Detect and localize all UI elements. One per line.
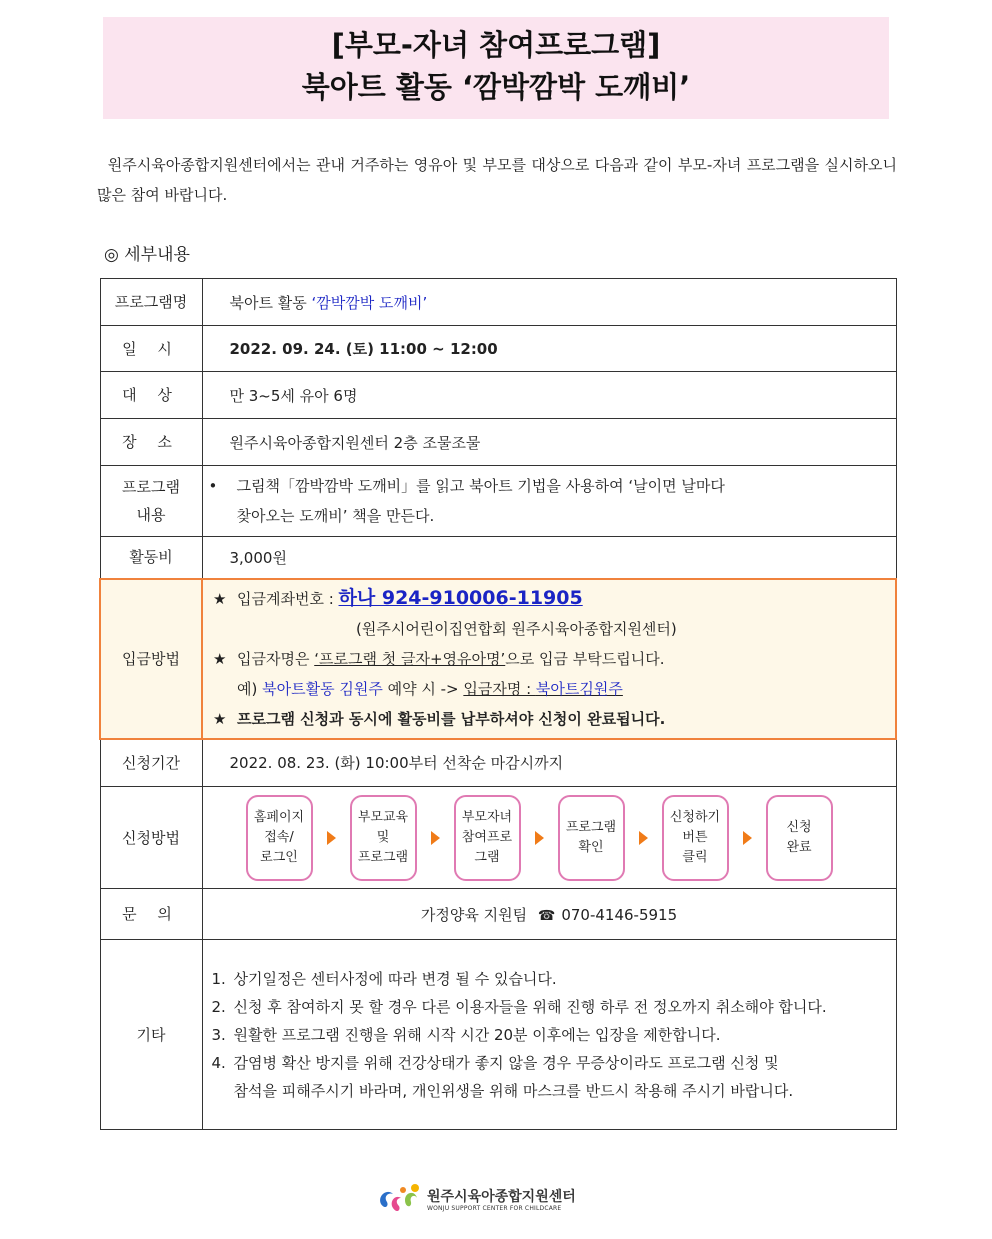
flow-arrow-icon (327, 831, 336, 845)
flow-step (558, 795, 625, 881)
value-period: 2022. 08. 23. (화) 10:00부터 선착순 마감시까지 (202, 739, 896, 787)
flow-step-label: 로그인 (260, 849, 298, 865)
flow-arrow-icon (743, 831, 752, 845)
label-misc: 기타 (100, 940, 202, 1130)
payment-notice: ★ 프로그램 신청과 동시에 활동비를 납부하셔야 신청이 완료됩니다. (203, 704, 895, 734)
flow-step-label: 참여프로 (461, 829, 513, 845)
value-program-name (202, 279, 896, 326)
note-number: 4. (211, 1053, 226, 1072)
note-text: 상기일정은 센터사정에 따라 변경 될 수 있습니다. (233, 969, 557, 988)
flow-step-label: 부모자녀 (461, 809, 513, 825)
star-icon: ★ (213, 650, 227, 668)
flow-arrow-icon (639, 831, 648, 845)
label-method: 신청방법 (100, 787, 202, 889)
star-icon: ★ (213, 710, 227, 728)
label-period: 신청기간 (100, 739, 202, 787)
note-text: 원활한 프로그램 진행을 위해 시작 시간 20분 이후에는 입장을 제한합니다. (233, 1025, 721, 1044)
row-content (100, 466, 896, 537)
title-banner (103, 17, 889, 119)
bullet-mark: • (208, 477, 218, 495)
label-content: 프로그램 내용 (100, 466, 202, 537)
row-method (100, 787, 896, 889)
flow-step (246, 795, 313, 881)
depositor-format: ‘프로그램 첫 글자+영유아명’ (314, 650, 506, 668)
label-payment: 입금방법 (100, 579, 202, 739)
flow-step-label: 신청하기 (669, 809, 721, 825)
flow-step (350, 795, 417, 881)
label-fee: 활동비 (100, 537, 202, 579)
value-place: 원주시육아종합지원센터 2층 조물조물 (202, 419, 896, 466)
note-item (212, 1049, 896, 1077)
inquiry-phone: 070-4146-5915 (561, 905, 678, 924)
row-date (100, 326, 896, 372)
flow-step-label: 부모교육 (357, 809, 409, 825)
example-line: 예) 북아트활동 김원주 예약 시 -> 입금자명 : 북아트김원주 (237, 680, 623, 698)
content-line1: 그림책「깜박깜박 도깨비」를 읽고 북아트 기법을 사용하여 ‘날이면 날마다 (236, 477, 725, 495)
row-period (100, 739, 896, 787)
note-text: 감염병 확산 방지를 위해 건강상태가 좋지 않을 경우 무증상이라도 프로그램 신청 및 (233, 1053, 779, 1072)
flow-step-label: 및 (376, 829, 390, 845)
note-item (212, 993, 896, 1021)
value-method (202, 787, 896, 889)
flow-step-label: 완료 (786, 839, 812, 855)
note-number: 1. (211, 969, 226, 988)
row-inquiry (100, 889, 896, 940)
section-heading: ◎ 세부내용 (104, 245, 190, 265)
flow-step-label: 접속/ (264, 829, 294, 845)
flow-step-label: 확인 (578, 839, 604, 855)
flow-step-label: 버튼 (682, 829, 708, 845)
inquiry-team: 가정양육 지원팀 (420, 905, 528, 924)
flow-step (766, 795, 833, 881)
row-payment (100, 579, 896, 739)
details-table (99, 278, 897, 1130)
row-misc (100, 940, 896, 1130)
depositor-line: ★ 입금자명은 ‘프로그램 첫 글자+영유아명’으로 입금 부탁드립니다. (203, 644, 895, 674)
value-inquiry (202, 889, 896, 940)
value-misc (202, 940, 896, 1130)
value-content (202, 466, 896, 537)
flow-step-label: 신청 (786, 819, 812, 835)
label-program-name: 프로그램명 (100, 279, 202, 326)
star-icon: ★ (213, 590, 227, 608)
label-inquiry: 문 의 (100, 889, 202, 940)
row-place (100, 419, 896, 466)
intro-paragraph (97, 150, 897, 210)
value-target: 만 3~5세 유아 6명 (202, 372, 896, 419)
note-item (212, 965, 896, 993)
row-target (100, 372, 896, 419)
flow-step (454, 795, 521, 881)
footer-org-name: 원주시육아종합지원센터 (427, 1188, 576, 1205)
label-date: 일 시 (100, 326, 202, 372)
footer-logo (375, 1180, 615, 1220)
label-place: 장 소 (100, 419, 202, 466)
account-holder: (원주시어린이집연합회 원주시육아종합지원센터) (356, 620, 677, 638)
notes-list (203, 965, 896, 1105)
note-item (212, 1077, 896, 1105)
flow-step-label: 그램 (474, 849, 500, 865)
account-line: ★ 입금계좌번호 : 하나 924-910006-11905 (203, 583, 895, 614)
flow-arrow-icon (535, 831, 544, 845)
note-text: 참석을 피해주시기 바라며, 개인위생을 위해 마스크를 반드시 착용해 주시기 바랍니다. (233, 1081, 794, 1100)
phone-icon: ☎ (537, 907, 556, 924)
note-number: 2. (211, 997, 226, 1016)
label-target: 대 상 (100, 372, 202, 419)
content-line2: 찾아오는 도깨비’ 책을 만든다. (236, 507, 435, 525)
row-program-name (100, 279, 896, 326)
row-fee (100, 537, 896, 579)
value-fee: 3,000원 (202, 537, 896, 579)
note-text: 신청 후 참여하지 못 할 경우 다른 이용자들을 위해 진행 하루 전 정오까지 취소해야 합니다. (233, 997, 827, 1016)
example-depositor: 입금자명 : 북아트김원주 (463, 680, 623, 698)
note-number: 3. (211, 1025, 226, 1044)
example-program: 북아트활동 김원주 (262, 680, 383, 698)
page-title-line1: [부모-자녀 참여프로그램] (331, 28, 661, 62)
intro-text: 원주시육아종합지원센터에서는 관내 거주하는 영유아 및 부모를 대상으로 다음과 같이 부모-자녀 프로그램을 실시하오니 많은 참여 바랍니다. (97, 156, 897, 204)
account-number: 하나 924-910006-11905 (338, 587, 583, 609)
flow-arrow-icon (431, 831, 440, 845)
center-logo-icon (375, 1182, 423, 1218)
flow-step-label: 홈페이지 (253, 809, 305, 825)
application-flow (203, 795, 896, 881)
page-title-line2: 북아트 활동 ‘깜박깜박 도깨비’ (301, 70, 691, 104)
value-payment (202, 579, 896, 739)
footer-org-name-en: WONJU SUPPORT CENTER FOR CHILDCARE (427, 1204, 562, 1212)
flow-step (662, 795, 729, 881)
flow-step-label: 프로그램 (357, 849, 409, 865)
note-item (212, 1021, 896, 1049)
flow-step-label: 클릭 (682, 849, 708, 865)
program-name-title: ‘깜박깜박 도깨비’ (311, 293, 428, 312)
note-number (212, 1077, 234, 1105)
program-name-prefix: 북아트 활동 (229, 293, 312, 312)
flow-step-label: 프로그램 (565, 819, 617, 835)
value-date: 2022. 09. 24. (토) 11:00 ~ 12:00 (202, 326, 896, 372)
content-bullet (203, 471, 896, 531)
